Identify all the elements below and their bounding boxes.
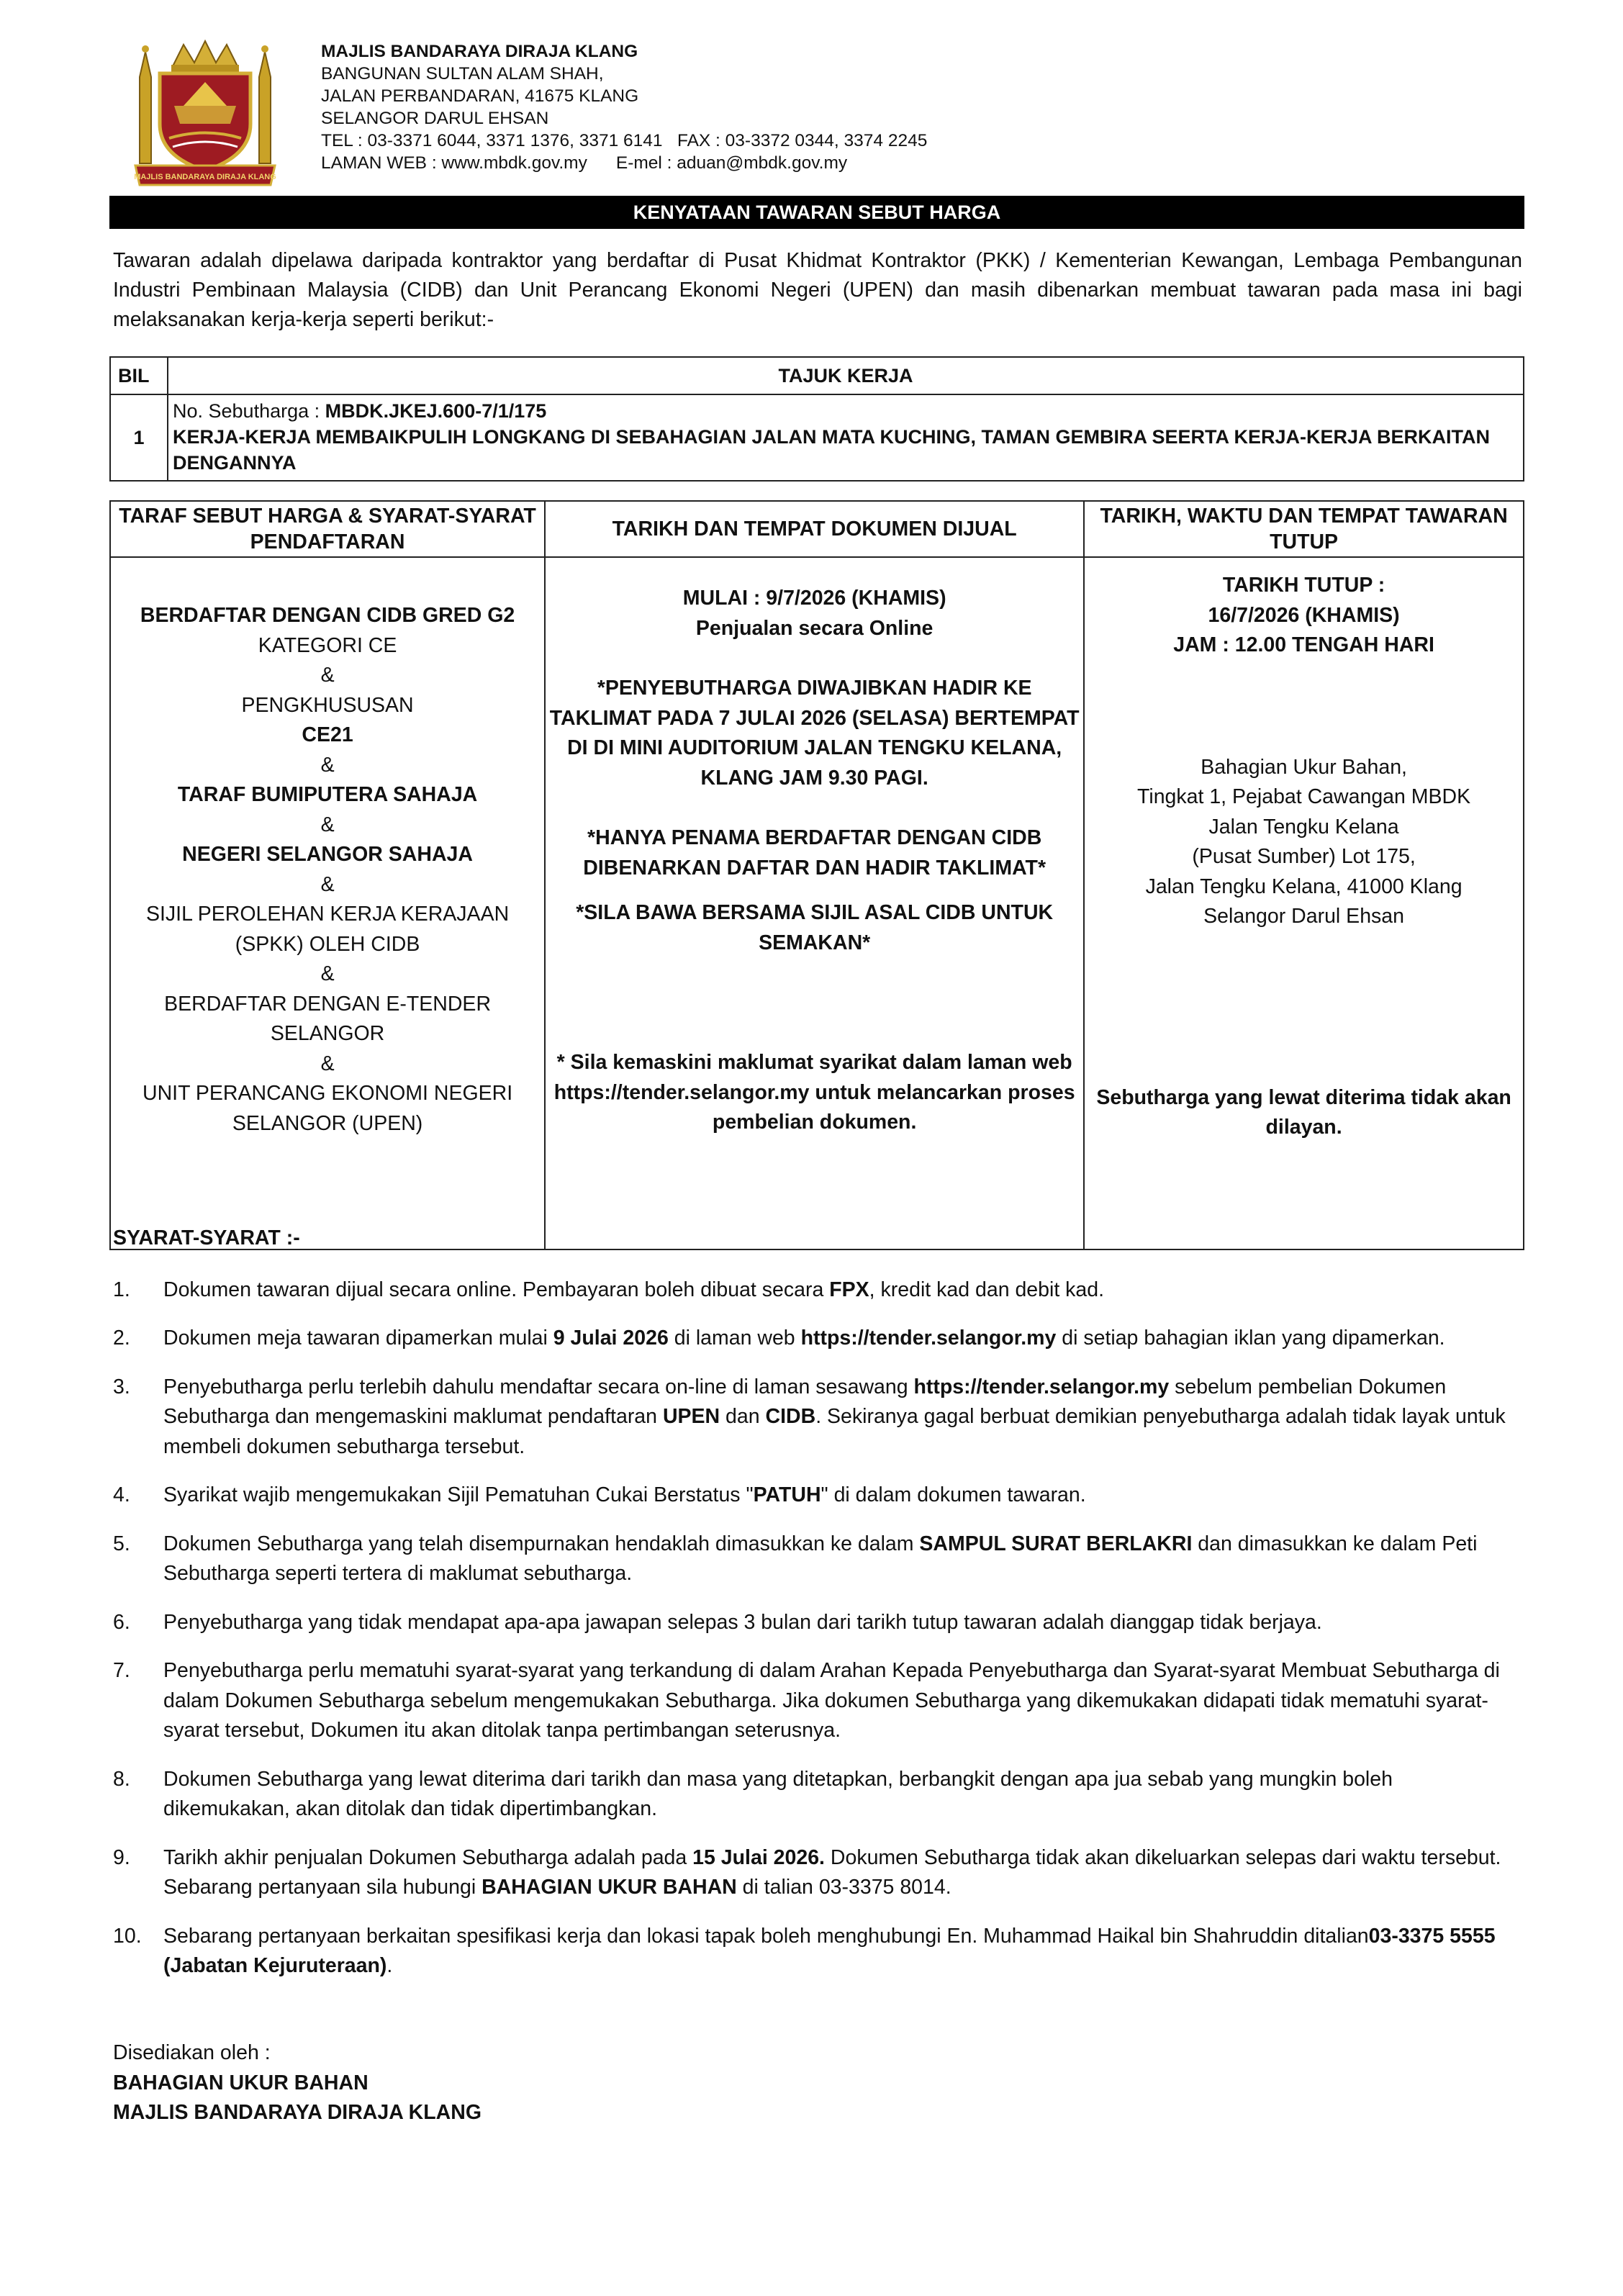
item-text: Dokumen Sebutharga yang lewat diterima dari tarikh dan masa yang ditetapkan, berbangkit dengan apa jua sebab yang mungkin boleh dikemukakan, akan ditolak dan tidak dipertimbangkan. bbox=[163, 1767, 1393, 1820]
email-text: E-mel : aduan@mbdk.gov.my bbox=[615, 153, 848, 173]
item-number: 6. bbox=[113, 1610, 130, 1634]
closing-time: JAM : 12.00 TENGAH HARI bbox=[1173, 633, 1434, 656]
job-title: KERJA-KERJA MEMBAIKPULIH LONGKANG DI SEBAHAGIAN JALAN MATA KUCHING, TAMAN GEMBIRA SEERTA KERJA-KERJA BERKAITAN DENGANNYA bbox=[173, 426, 1491, 474]
quote-ref-line bbox=[173, 398, 1519, 424]
address-line-3: SELANGOR DARUL EHSAN bbox=[321, 109, 549, 128]
list-item bbox=[113, 1656, 1524, 1746]
item-number: 8. bbox=[113, 1767, 130, 1791]
ampersand: & bbox=[320, 962, 335, 985]
row-number: 1 bbox=[110, 394, 168, 481]
ampersand: & bbox=[320, 664, 335, 687]
prepared-by-block bbox=[113, 2038, 482, 2128]
item-text: Sebarang pertanyaan berkaitan spesifikasi kerja dan lokasi tapak boleh menghubungi En. Muhammad Haikal bin Shahruddin ditalian03-3375 5555 (Jabatan Kejuruteraan). bbox=[163, 1924, 1496, 1977]
list-item bbox=[113, 1922, 1524, 1981]
item-number: 10. bbox=[113, 1924, 142, 1948]
closing-date-label: TARIKH TUTUP : bbox=[1222, 574, 1385, 597]
req-specialization-label: PENGKHUSUSAN bbox=[241, 693, 414, 717]
item-text: Dokumen meja tawaran dipamerkan mulai 9 Julai 2026 di laman web https://tender.selangor.my di setiap bahagian iklan yang dipamerkan. bbox=[163, 1326, 1445, 1350]
ampersand: & bbox=[320, 872, 335, 896]
contact-web-line bbox=[321, 152, 927, 174]
document-sale-cell bbox=[545, 557, 1084, 1249]
prepared-by-dept: BAHAGIAN UKUR BAHAN bbox=[113, 2071, 369, 2094]
item-text: Penyebutharga perlu terlebih dahulu mendaftar secara on-line di laman sesawang https://tender.selangor.my sebelum pembelian Dokumen Sebutharga dan mengemaskini maklumat pendaftaran UPEN dan CIDB. Sekiranya gagal berbuat demikian penyebutharga adalah tidak layak untuk membeli dokumen sebutharga tersebut. bbox=[163, 1375, 1506, 1458]
item-number: 7. bbox=[113, 1659, 130, 1682]
ampersand: & bbox=[320, 1052, 335, 1075]
letterhead bbox=[321, 40, 927, 174]
org-name: MAJLIS BANDARAYA DIRAJA KLANG bbox=[321, 42, 638, 61]
registered-only-notice: *HANYA PENAMA BERDAFTAR DENGAN CIDB DIBENARKAN DAFTAR DAN HADIR TAKLIMAT* bbox=[583, 826, 1046, 880]
mbdk-crest-logo bbox=[130, 37, 281, 192]
prepared-by-org: MAJLIS BANDARAYA DIRAJA KLANG bbox=[113, 2101, 482, 2124]
col-header-bil: BIL bbox=[110, 357, 168, 394]
item-number: 9. bbox=[113, 1845, 130, 1869]
prepared-by-label: Disediakan oleh : bbox=[113, 2041, 271, 2064]
col-header-dokumen: TARIKH DAN TEMPAT DOKUMEN DIJUAL bbox=[545, 501, 1084, 557]
closing-address-line: Selangor Darul Ehsan bbox=[1203, 905, 1404, 928]
item-number: 5. bbox=[113, 1532, 130, 1555]
closing-address-line: (Pusat Sumber) Lot 175, bbox=[1192, 845, 1416, 868]
list-item bbox=[113, 1324, 1524, 1354]
req-category: KATEGORI CE bbox=[258, 633, 397, 657]
item-text: Dokumen tawaran dijual secara online. Pembayaran boleh dibuat secara FPX, kredit kad dan debit kad. bbox=[163, 1278, 1105, 1301]
item-text: Penyebutharga yang tidak mendapat apa-apa jawapan selepas 3 bulan dari tarikh tutup tawaran adalah dianggap tidak berjaya. bbox=[163, 1610, 1322, 1634]
quote-ref-value: MBDK.JKEJ.600-7/1/175 bbox=[325, 400, 547, 422]
list-item bbox=[113, 1608, 1524, 1638]
job-table-header-row bbox=[110, 357, 1524, 394]
closing-address-line: Jalan Tengku Kelana, 41000 Klang bbox=[1145, 874, 1462, 898]
list-item bbox=[113, 1275, 1524, 1306]
req-state: NEGERI SELANGOR SAHAJA bbox=[182, 843, 473, 866]
late-submission-notice: Sebutharga yang lewat diterima tidak akan dilayan. bbox=[1096, 1085, 1511, 1139]
tel-text: TEL : 03-3371 6044, 3371 1376, 3371 6141 bbox=[321, 131, 663, 150]
req-upen: UNIT PERANCANG EKONOMI NEGERI SELANGOR (UPEN) bbox=[143, 1082, 513, 1135]
job-title-table bbox=[109, 356, 1524, 482]
address-line-1: BANGUNAN SULTAN ALAM SHAH, bbox=[321, 64, 604, 83]
list-item bbox=[113, 1481, 1524, 1511]
item-text: Syarikat wajib mengemukakan Sijil Pematuhan Cukai Berstatus "PATUH" di dalam dokumen tawaran. bbox=[163, 1483, 1086, 1506]
contact-phone-line bbox=[321, 130, 927, 152]
bring-certificate-notice: *SILA BAWA BERSAMA SIJIL ASAL CIDB UNTUK SEMAKAN* bbox=[576, 901, 1054, 954]
item-number: 4. bbox=[113, 1483, 130, 1506]
address-line-2: JALAN PERBANDARAN, 41675 KLANG bbox=[321, 86, 639, 106]
tender-details-table bbox=[109, 500, 1524, 1250]
item-number: 1. bbox=[113, 1278, 130, 1301]
details-header-row bbox=[110, 501, 1524, 557]
col-header-tajuk: TAJUK KERJA bbox=[168, 357, 1524, 394]
fax-text: FAX : 03-3372 0344, 3374 2245 bbox=[677, 131, 928, 150]
closing-details-cell bbox=[1084, 557, 1524, 1249]
closing-address-line: Tingkat 1, Pejabat Cawangan MBDK bbox=[1137, 785, 1471, 808]
item-number: 3. bbox=[113, 1375, 130, 1398]
item-text: Penyebutharga perlu mematuhi syarat-syarat yang terkandung di dalam Arahan Kepada Penyebutharga dan Syarat-syarat Membuat Sebutharga di dalam Dokumen Sebutharga sebelum mengemukakan Sebutharga. Jika dokumen Sebutharga yang dikemukakan didapati tidak mematuhi syarat-syarat tersebut, Dokumen itu akan ditolak tanpa pertimbangan seterusnya. bbox=[163, 1659, 1500, 1742]
closing-date: 16/7/2026 (KHAMIS) bbox=[1208, 603, 1400, 627]
sale-start-date: MULAI : 9/7/2026 (KHAMIS) bbox=[682, 587, 946, 610]
sale-online-note: Penjualan secara Online bbox=[695, 616, 933, 640]
item-text: Tarikh akhir penjualan Dokumen Sebutharga adalah pada 15 Julai 2026. Dokumen Sebutharga tidak akan dikeluarkan selepas dari waktu tersebut. Sebarang pertanyaan sila hubungi BAHAGIAN UKUR BAHAN di talian 03-3375 8014. bbox=[163, 1845, 1501, 1899]
conditions-title: SYARAT-SYARAT :- bbox=[113, 1226, 300, 1249]
list-item bbox=[113, 1843, 1524, 1903]
job-cell bbox=[168, 394, 1524, 481]
req-bumiputera: TARAF BUMIPUTERA SAHAJA bbox=[177, 783, 478, 806]
col-header-taraf: TARAF SEBUT HARGA & SYARAT-SYARAT PENDAFTARAN bbox=[110, 501, 545, 557]
ampersand: & bbox=[320, 813, 335, 836]
intro-paragraph: Tawaran adalah dipelawa daripada kontraktor yang berdaftar di Pusat Khidmat Kontraktor (PKK) / Kementerian Kewangan, Lembaga Pembangunan Industri Pembinaan Malaysia (CIDB) dan Unit Perancang Ekonomi Negeri (UPEN) dan masih dibenarkan membuat tawaran pada masa ini bagi melaksanakan kerja-kerja seperti berikut:- bbox=[113, 249, 1522, 331]
list-item bbox=[113, 1529, 1524, 1589]
req-spkk: SIJIL PEROLEHAN KERJA KERAJAAN (SPKK) OLEH CIDB bbox=[145, 903, 510, 956]
registration-requirements-cell bbox=[110, 557, 545, 1249]
table-row bbox=[110, 394, 1524, 481]
req-cidb-grade: BERDAFTAR DENGAN CIDB GRED G2 bbox=[140, 604, 515, 627]
update-profile-notice: * Sila kemaskini maklumat syarikat dalam laman web https://tender.selangor.my untuk melancarkan proses pembelian dokumen. bbox=[553, 1051, 1075, 1134]
briefing-notice: *PENYEBUTHARGA DIWAJIBKAN HADIR KE TAKLIMAT PADA 7 JULAI 2026 (SELASA) BERTEMPAT DI DI MINI AUDITORIUM JALAN TENGKU KELANA, KLANG JAM 9.30 PAGI. bbox=[549, 677, 1080, 790]
req-etender: BERDAFTAR DENGAN E-TENDER SELANGOR bbox=[164, 992, 492, 1045]
logo-ribbon-text: MAJLIS BANDARAYA DIRAJA KLANG bbox=[134, 173, 276, 181]
col-header-tutup: TARIKH, WAKTU DAN TEMPAT TAWARAN TUTUP bbox=[1084, 501, 1524, 557]
conditions-section bbox=[113, 1224, 1524, 2000]
web-text: LAMAN WEB : www.mbdk.gov.my bbox=[321, 153, 587, 173]
list-item bbox=[113, 1373, 1524, 1463]
quote-ref-label: No. Sebutharga : bbox=[173, 400, 325, 422]
item-text: Dokumen Sebutharga yang telah disempurnakan hendaklah dimasukkan ke dalam SAMPUL SURAT BERLAKRI dan dimasukkan ke dalam Peti Sebutharga seperti tertera di maklumat sebutharga. bbox=[163, 1532, 1478, 1585]
req-specialization-code: CE21 bbox=[302, 723, 353, 746]
closing-address-line: Jalan Tengku Kelana bbox=[1208, 815, 1399, 839]
closing-address-line: Bahagian Ukur Bahan, bbox=[1201, 755, 1407, 779]
list-item bbox=[113, 1765, 1524, 1825]
item-number: 2. bbox=[113, 1326, 130, 1350]
ampersand: & bbox=[320, 753, 335, 777]
details-row bbox=[110, 557, 1524, 1249]
title-banner: KENYATAAN TAWARAN SEBUT HARGA bbox=[109, 196, 1524, 229]
